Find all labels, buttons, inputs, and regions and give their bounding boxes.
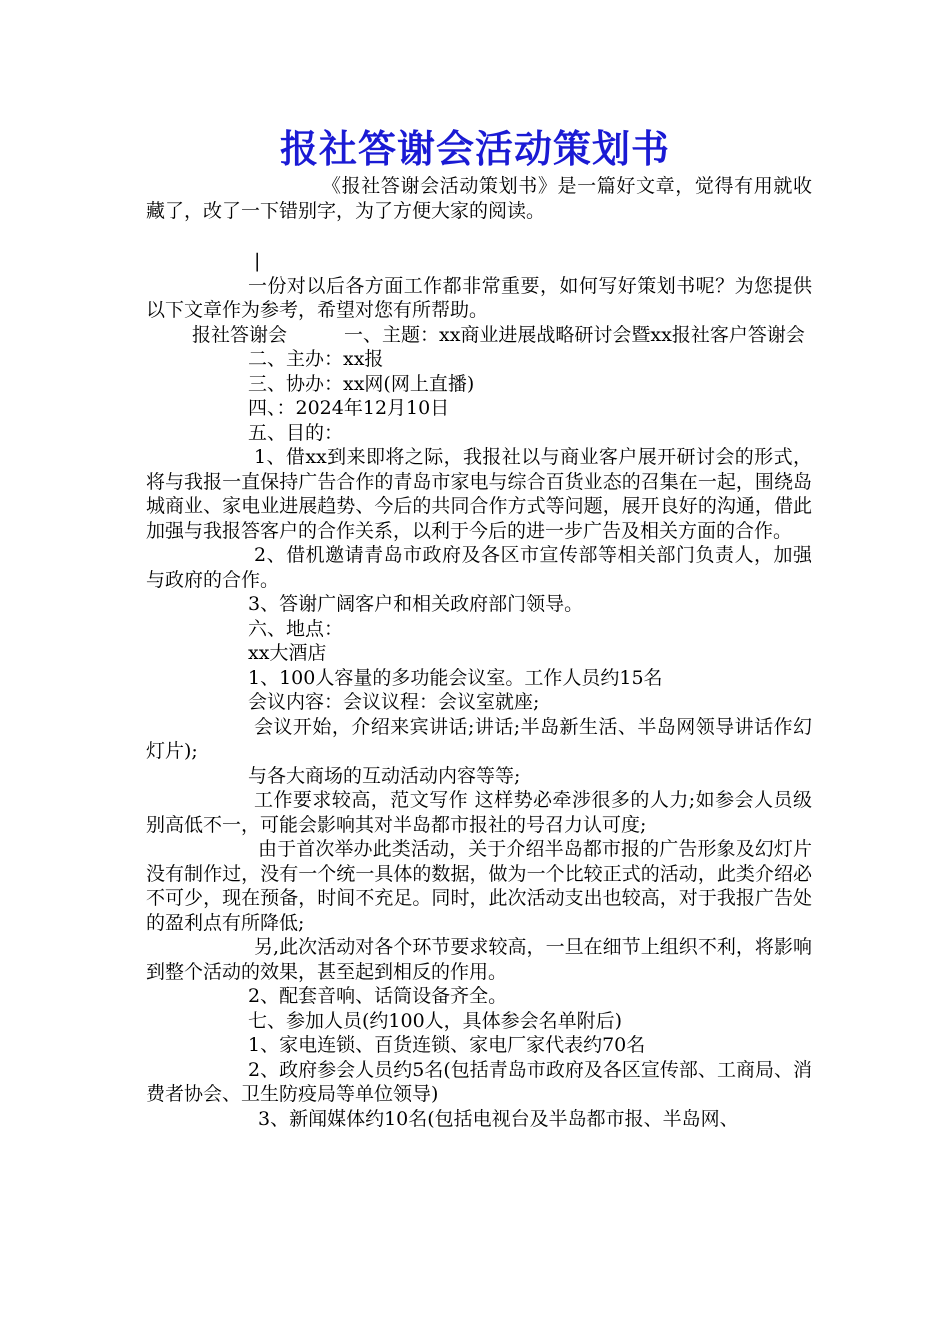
paragraph-cohost: 三、协办：xx网(网上直播) <box>248 372 475 395</box>
paragraph-preface: 一份对以后各方面工作都非常重要，如何写好策划书呢？为您提供以下文章作为参考，希望对您有所帮助。 <box>146 274 812 321</box>
paragraph-participants-3: 3、新闻媒体约10名(包括电视台及半岛都市报、半岛网、 <box>258 1107 739 1130</box>
text-cursor: | <box>254 249 261 272</box>
paragraph-purpose-heading: 五、目的： <box>248 421 344 444</box>
paragraph-venue: xx大酒店 <box>248 642 327 664</box>
paragraph-location-heading: 六、地点： <box>248 617 344 640</box>
paragraph-purpose-2: 2、借机邀请青岛市政府及各区市宣传部等相关部门负责人，加强与政府的合作。 <box>146 544 812 591</box>
paragraph-agenda: 会议内容：会议议程：会议室就座; <box>248 691 540 713</box>
document-title: 报社答谢会活动策划书 <box>279 126 670 171</box>
paragraph-interaction: 与各大商场的互动活动内容等等; <box>248 764 521 787</box>
paragraph-opening: 会议开始，介绍来宾讲话;讲话;半岛新生活、半岛网领导讲话作幻灯片); <box>146 715 812 762</box>
paragraph-risk: 另,此次活动对各个环节要求较高，一旦在细节上组织不利，将影响到整个活动的效果，甚至起到相反的作用。 <box>146 936 812 983</box>
paragraph-first-event: 由于首次举办此类活动，关于介绍半岛都市报的广告形象及幻灯片没有制作过，没有一个统一具体的数据，做为一个比较正式的活动，此类介绍必不可少，现在预备，时间不充足。同时，此次活动支出也较高，对于我报广告处的盈利点有所降低; <box>146 838 812 934</box>
paragraph-requirements: 工作要求较高，范文写作 这样势必牵涉很多的人力;如参会人员级别高低不一，可能会影响其对半岛都市报社的号召力认可度; <box>146 789 812 836</box>
paragraph-participants-1: 1、家电连锁、百货连锁、家电厂家代表约70名 <box>248 1034 646 1056</box>
paragraph-participants-heading: 七、参加人员(约100人，具体参会名单附后) <box>248 1009 623 1032</box>
paragraph-purpose-1: 1、借xx到来即将之际，我报社以与商业客户展开研讨会的形式，将与我报一直保持广告合作的青岛市家电与综合百货业态的召集在一起，围绕岛城商业、家电业进展趋势、今后的共同合作方式等问题，展开良好的沟通，借此加强与我报答客户的合作关系，以利于今后的进一步广告及相关方面的合作。 <box>146 446 812 542</box>
paragraph-theme: 报社答谢会 一、主题：xx商业进展战略研讨会暨xx报社客户答谢会 <box>192 323 805 346</box>
paragraph-purpose-3: 3、答谢广阔客户和相关政府部门领导。 <box>248 593 584 615</box>
paragraph-host: 二、主办：xx报 <box>248 348 384 370</box>
paragraph-participants-2: 2、政府参会人员约5名(包括青岛市政府及各区宣传部、工商局、消费者协会、卫生防疫局等单位领导) <box>146 1058 812 1105</box>
intro-paragraph: 《报社答谢会活动策划书》是一篇好文章，觉得有用就收藏了，改了一下错别字，为了方便大家的阅读。 <box>146 175 812 222</box>
document-body <box>146 174 812 1131</box>
paragraph-equipment: 2、配套音响、话筒设备齐全。 <box>248 985 508 1007</box>
paragraph-room: 1、100人容量的多功能会议室。工作人员约15名 <box>248 666 663 689</box>
blank-line <box>146 223 812 248</box>
paragraph-date: 四、：2024年12月10日 <box>248 397 450 419</box>
